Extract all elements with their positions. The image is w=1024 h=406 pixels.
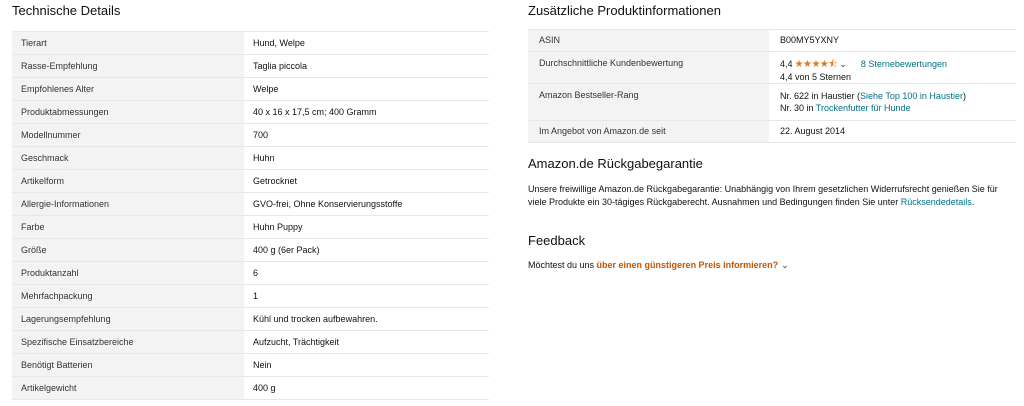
spec-label: Rasse-Empfehlung (12, 55, 244, 78)
table-row (12, 193, 489, 216)
spec-value: Huhn (244, 147, 489, 170)
since-value: 22. August 2014 (769, 121, 1016, 143)
table-row (12, 377, 489, 400)
feedback-text (528, 260, 803, 271)
return-policy-text (528, 183, 1016, 209)
table-row (12, 216, 489, 239)
chevron-down-icon[interactable]: ⌄ (781, 260, 789, 270)
spec-value: Welpe (244, 78, 489, 101)
spec-label: Geschmack (12, 147, 244, 170)
rank1-prefix: Nr. 622 in Haustier ( (780, 91, 861, 101)
bestseller-label: Amazon Bestseller-Rang (528, 84, 769, 121)
technical-details-title: Technische Details (12, 3, 121, 18)
table-row (12, 239, 489, 262)
spec-value: 400 g (6er Pack) (244, 239, 489, 262)
additional-info-title: Zusätzliche Produktinformationen (528, 3, 721, 18)
table-row (528, 121, 1016, 143)
spec-label: Allergie-Informationen (12, 193, 244, 216)
top100-link[interactable]: Siehe Top 100 in Haustier (860, 91, 963, 101)
star-rating-icon[interactable]: ★★★★⯪ (794, 59, 838, 70)
spec-label: Mehrfachpackung (12, 285, 244, 308)
table-row (12, 147, 489, 170)
table-row (528, 30, 1016, 52)
additional-info-table (528, 29, 1016, 143)
spec-value: Taglia piccola (244, 55, 489, 78)
spec-value: GVO-frei, Ohne Konservierungsstoffe (244, 193, 489, 216)
table-row (12, 285, 489, 308)
table-row (12, 262, 489, 285)
spec-value: 400 g (244, 377, 489, 400)
feedback-title: Feedback (528, 233, 586, 248)
table-row (12, 331, 489, 354)
table-row (12, 124, 489, 147)
rating-label: Durchschnittliche Kundenbewertung (528, 52, 769, 84)
table-row (12, 170, 489, 193)
spec-label: Tierart (12, 32, 244, 55)
spec-value: Aufzucht, Trächtigkeit (244, 331, 489, 354)
rating-value: 4,4 (780, 59, 793, 69)
spec-value: Nein (244, 354, 489, 377)
spec-label: Artikelform (12, 170, 244, 193)
spec-label: Farbe (12, 216, 244, 239)
spec-value: Kühl und trocken aufbewahren. (244, 308, 489, 331)
table-row (12, 55, 489, 78)
feedback-prefix: Möchtest du uns (528, 260, 597, 270)
table-row (12, 32, 489, 55)
table-row (12, 78, 489, 101)
spec-label: Größe (12, 239, 244, 262)
asin-value: B00MY5YXNY (769, 30, 1016, 52)
chevron-down-icon[interactable]: ⌄ (839, 59, 847, 69)
asin-label: ASIN (528, 30, 769, 52)
spec-value: 40 x 16 x 17,5 cm; 400 Gramm (244, 101, 489, 124)
spec-label: Artikelgewicht (12, 377, 244, 400)
spec-label: Produktanzahl (12, 262, 244, 285)
rating-count-link[interactable]: 8 Sternebewertungen (860, 59, 947, 69)
category-link[interactable]: Trockenfutter für Hunde (815, 103, 911, 113)
return-details-link[interactable]: Rücksendedetails (900, 197, 972, 207)
table-row (12, 308, 489, 331)
rank1-suffix: ) (962, 91, 966, 101)
rank2-prefix: Nr. 30 in (780, 103, 816, 113)
table-row (528, 52, 1016, 84)
since-label: Im Angebot von Amazon.de seit (528, 121, 769, 143)
spec-label: Empfohlenes Alter (12, 78, 244, 101)
spec-label: Benötigt Batterien (12, 354, 244, 377)
rating-cell (769, 52, 1016, 84)
spec-value: 700 (244, 124, 489, 147)
return-policy-title: Amazon.de Rückgabegarantie (528, 156, 703, 171)
spec-value: 6 (244, 262, 489, 285)
spec-label: Spezifische Einsatzbereiche (12, 331, 244, 354)
price-feedback-link[interactable]: über einen günstigeren Preis informieren? (596, 260, 779, 270)
table-row (12, 354, 489, 377)
bestseller-cell (769, 84, 1016, 121)
spec-value: Hund, Welpe (244, 32, 489, 55)
technical-details-table (12, 31, 489, 400)
return-policy-body: Unsere freiwillige Amazon.de Rückgabegarantie: Unabhängig von Ihrem gesetzlichen Widerrufsrecht genießen Sie für viele Produkte ein 30-tägiges Rückgaberecht. Ausnahmen und Bedingungen finden Sie unter (528, 184, 998, 207)
rating-out-of: 4,4 von 5 Sternen (780, 72, 852, 82)
return-policy-end: . (971, 197, 975, 207)
spec-value: Getrocknet (244, 170, 489, 193)
table-row (528, 84, 1016, 121)
spec-label: Lagerungsempfehlung (12, 308, 244, 331)
spec-label: Modellnummer (12, 124, 244, 147)
spec-label: Produktabmessungen (12, 101, 244, 124)
spec-value: Huhn Puppy (244, 216, 489, 239)
table-row (12, 101, 489, 124)
spec-value: 1 (244, 285, 489, 308)
